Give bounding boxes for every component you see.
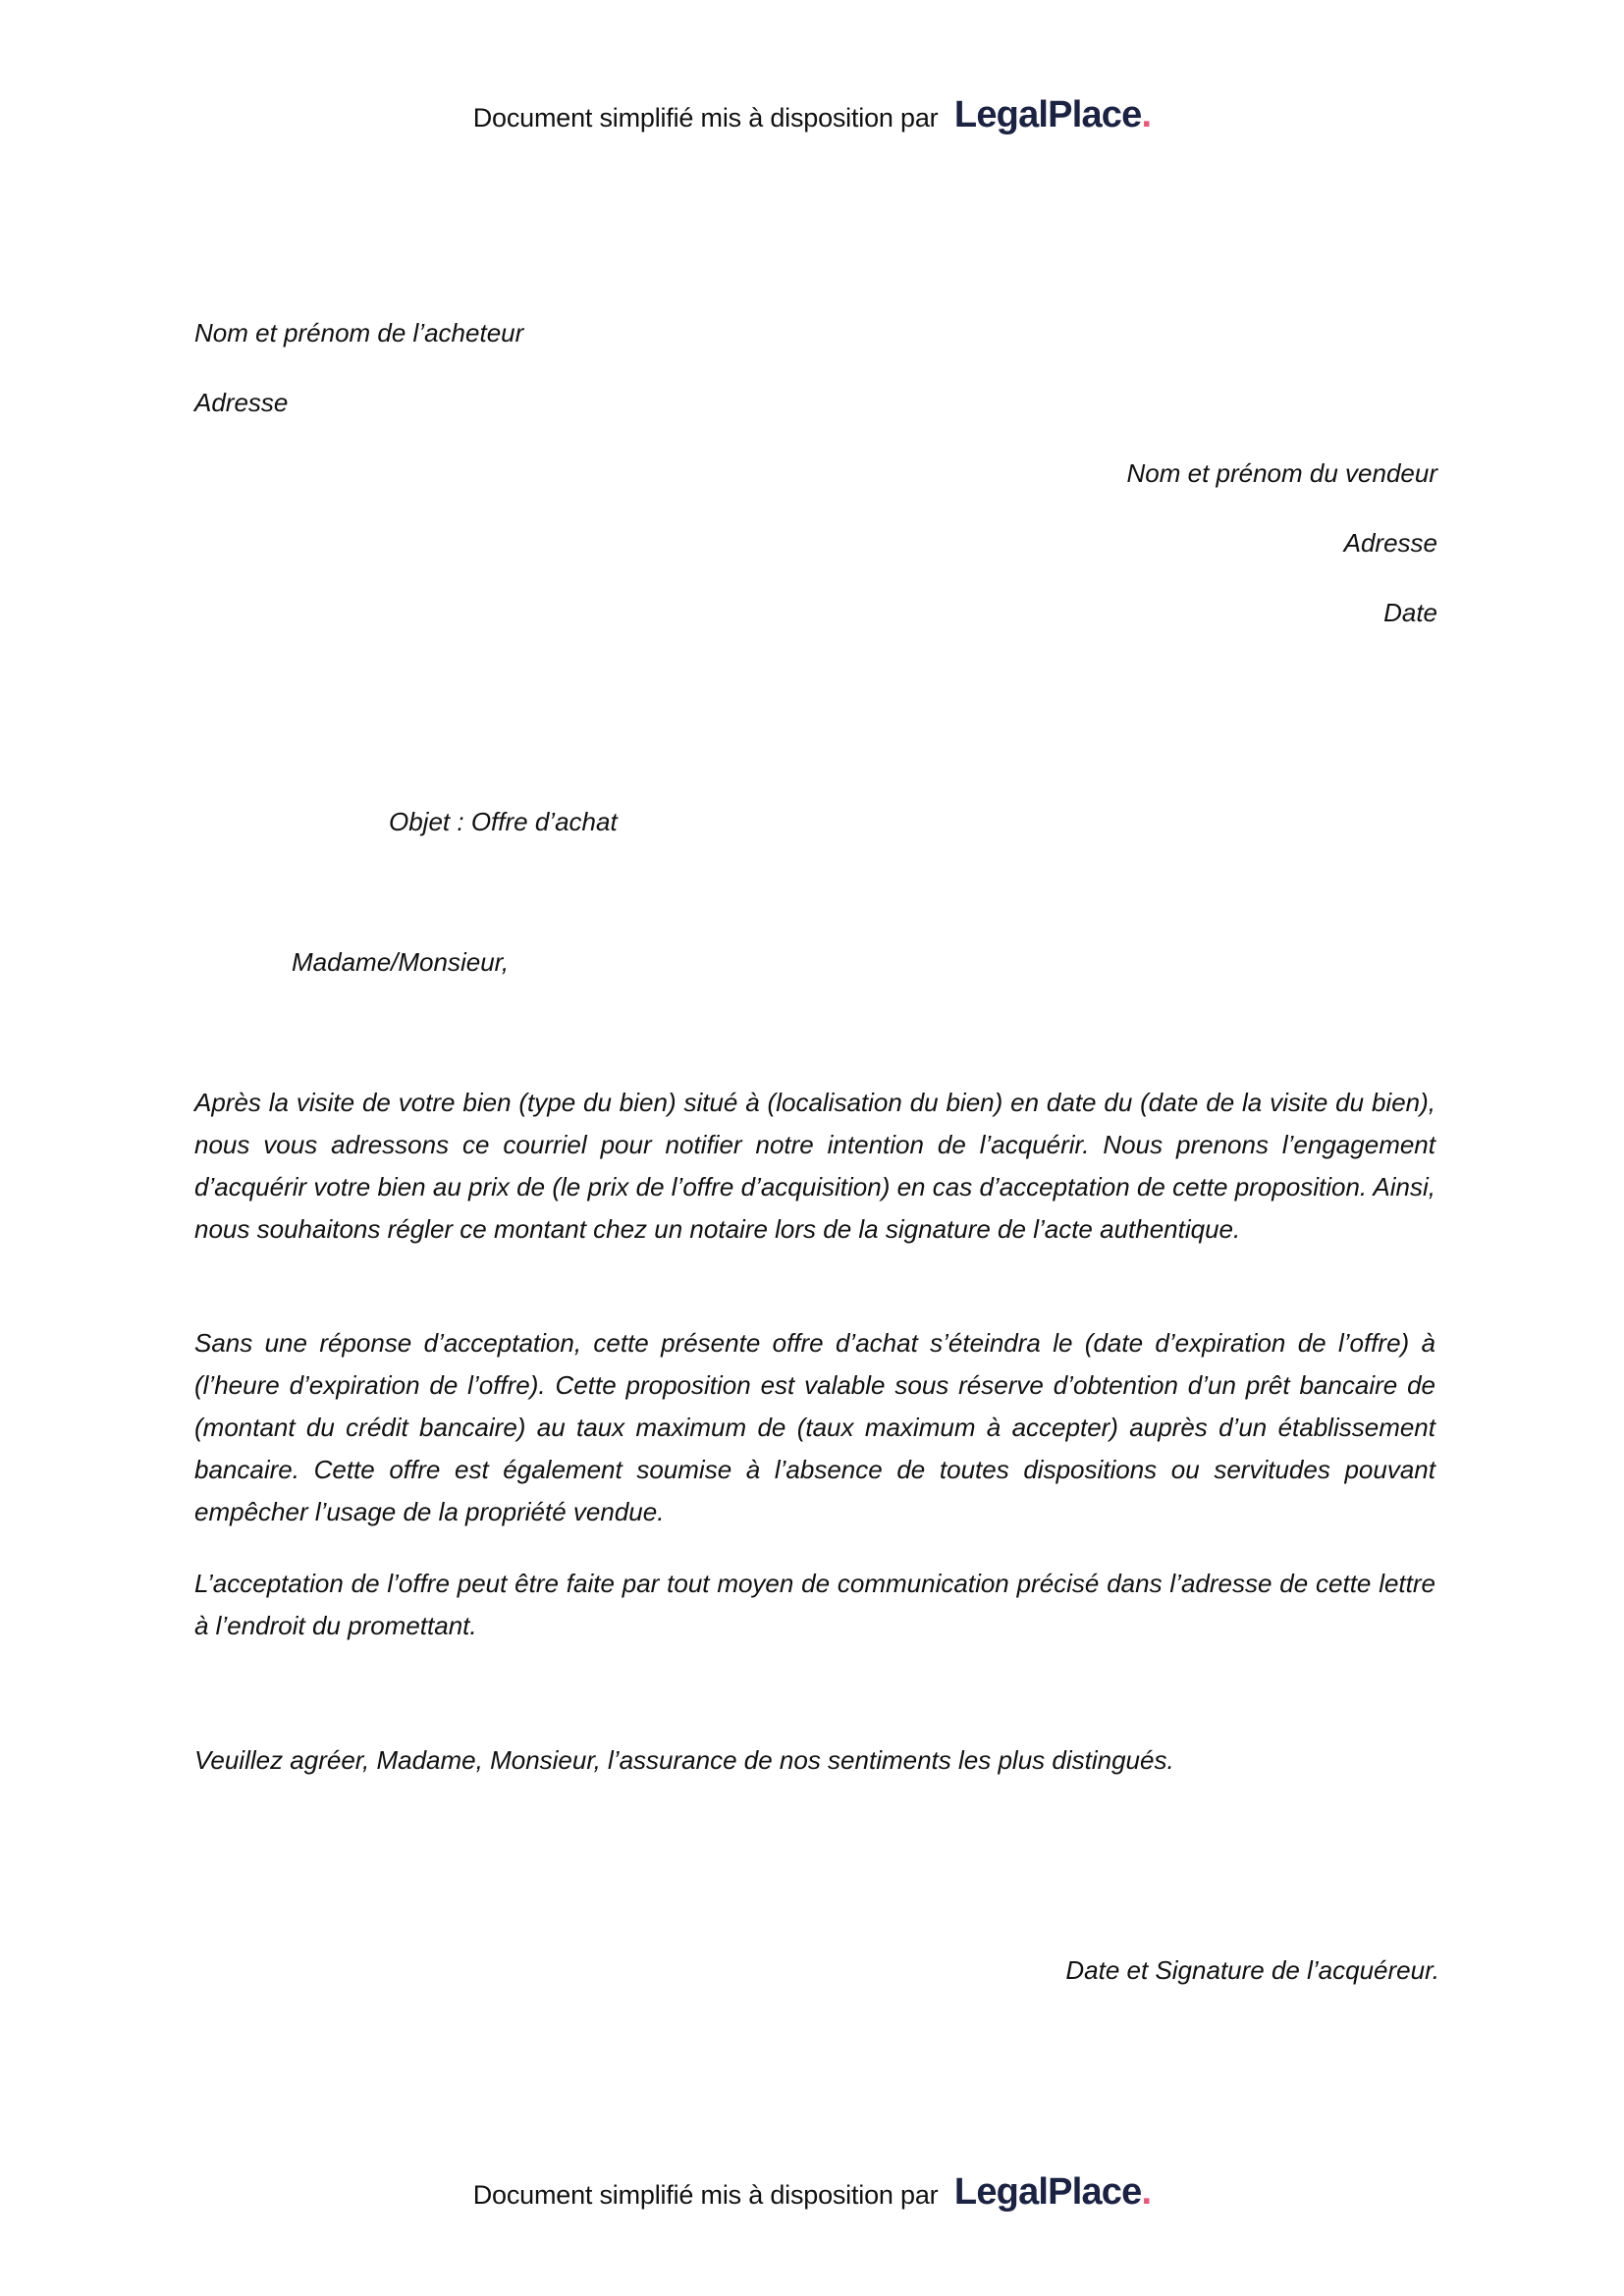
- legalplace-logo: [954, 94, 1151, 136]
- recipient-address: Adresse: [1343, 528, 1437, 558]
- sender-name: Nom et prénom de l’acheteur: [194, 318, 524, 347]
- closing-formula: Veuillez agréer, Madame, Monsieur, l’assurance de nos sentiments les plus distingués.: [194, 1745, 1174, 1775]
- recipient-name: Nom et prénom du vendeur: [1126, 458, 1437, 488]
- recipient-date: Date: [1383, 598, 1437, 627]
- sender-address: Adresse: [194, 388, 289, 417]
- footer-banner: [0, 2171, 1624, 2214]
- footer-banner-text: Document simplifié mis à disposition par: [472, 2180, 939, 2210]
- legalplace-logo-footer: [954, 2171, 1151, 2214]
- signature-line: Date et Signature de l’acquéreur.: [1065, 1955, 1439, 1985]
- logo-dot: .: [1141, 94, 1152, 135]
- header-banner: [0, 94, 1624, 136]
- body-paragraph-3: L’acceptation de l’offre peut être faite par tout moyen de communication précisé dans l’adresse de cette lettre à l’endroit du promettant.: [194, 1569, 1435, 1640]
- logo-dot: .: [1141, 2171, 1152, 2213]
- body-paragraph-2: Sans une réponse d’acceptation, cette présente offre d’achat s’éteindra le (date d’expiration de l’offre) à (l’heure d’expiration de l’offre). Cette proposition est valable sous réserve d’obtention d’un prêt bancaire de (montant du crédit bancaire) au taux maximum de (taux maximum à accepter) auprès d’un établissement bancaire. Cette offre est également soumise à l’absence de toutes dispositions ou servitudes pouvant empêcher l’usage de la propriété vendue.: [194, 1328, 1435, 1526]
- subject-line: Objet : Offre d’achat: [389, 807, 618, 836]
- header-banner-text: Document simplifié mis à disposition par: [472, 103, 939, 133]
- body-paragraph-1: Après la visite de votre bien (type du bien) situé à (localisation du bien) en date du (date de la visite du bien), nous vous adressons ce courriel pour notifier notre intention de l’acquérir. Nous prenons l’engagement d’acquérir votre bien au prix de (le prix de l’offre d’acquisition) en cas d’acceptation de cette proposition. Ainsi, nous souhaitons régler ce montant chez un notaire lors de la signature de l’acte authentique.: [194, 1088, 1435, 1244]
- salutation: Madame/Monsieur,: [292, 947, 510, 977]
- logo-text: LegalPlace: [953, 2171, 1142, 2213]
- logo-text: LegalPlace: [953, 94, 1142, 135]
